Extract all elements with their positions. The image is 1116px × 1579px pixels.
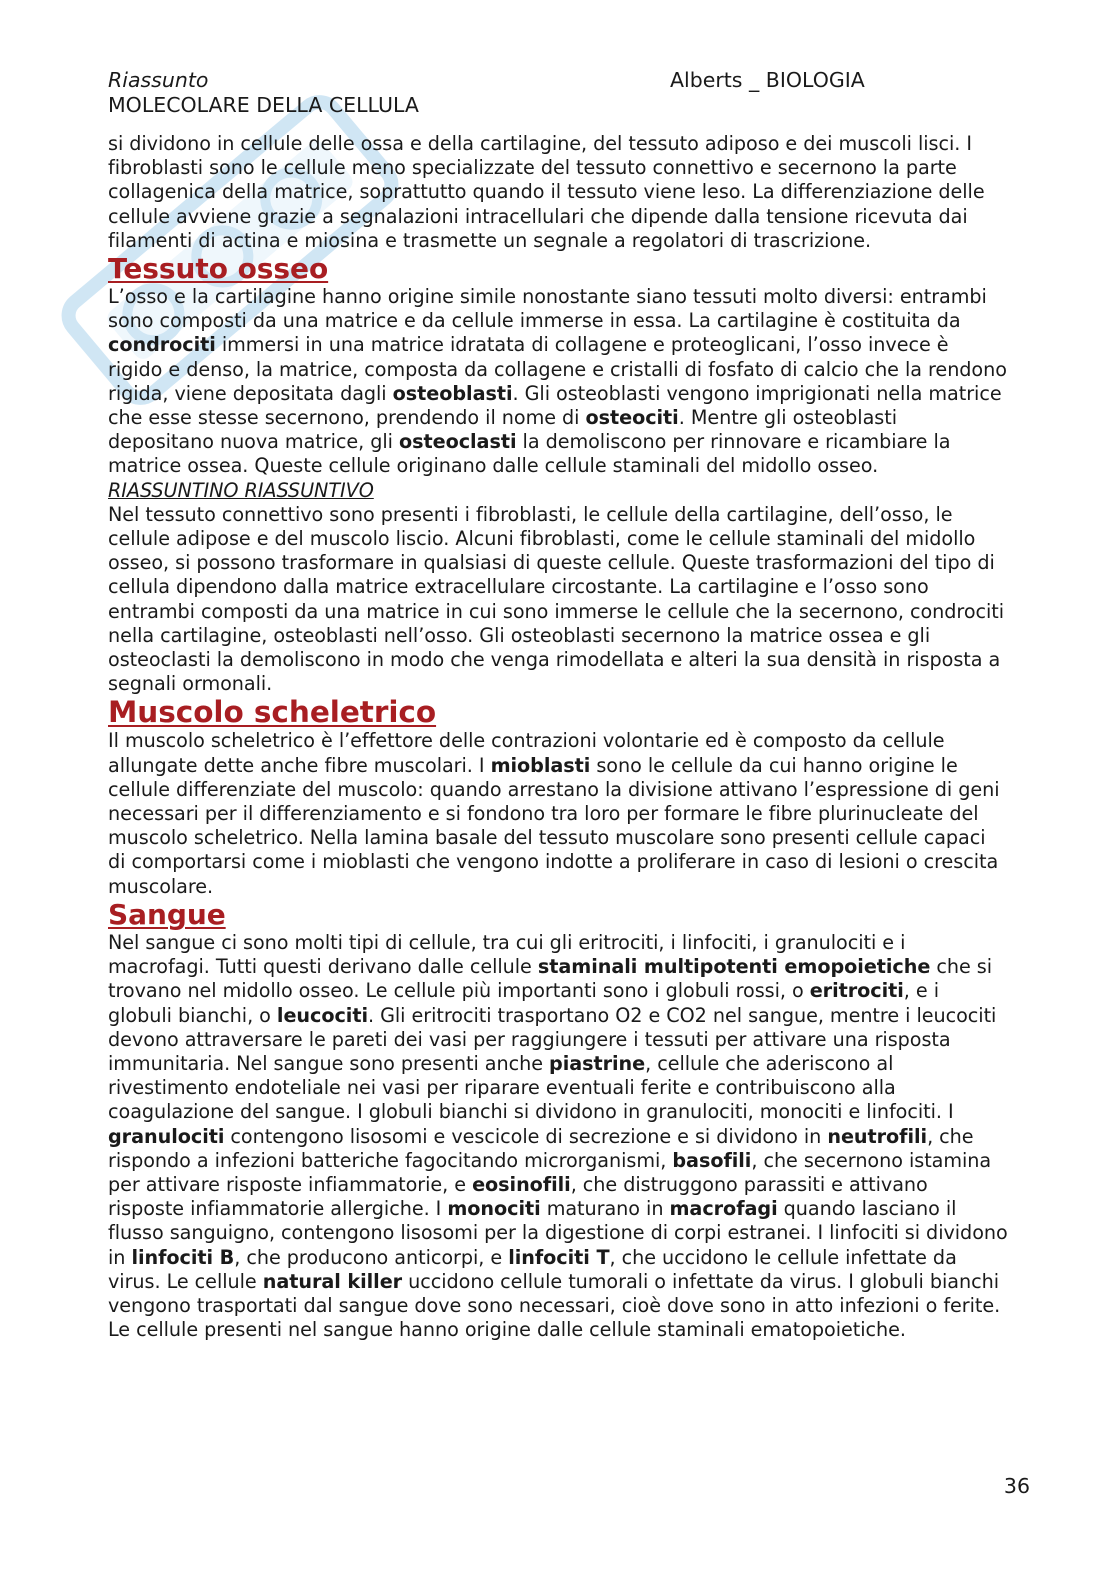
section-title-tessuto-osseo: Tessuto osseo bbox=[108, 252, 329, 286]
header-summary-label: Riassunto bbox=[108, 68, 209, 92]
paragraph-sangue: Nel sangue ci sono molti tipi di cellule, tra cui gli eritrociti, i linfociti, i granulociti e i macrofagi. Tutti questi derivano dalle cellule staminali multipotenti emopoietiche che si trovano nel midollo osseo. Le cellule più importanti sono i globuli rossi, o eritrociti, e i globuli bianchi, o leucociti. Gli eritrociti trasportano O2 e CO2 nel sangue, mentre i leucociti devono attraversare le pareti dei vasi per raggiungere i tessuti per attivare una risposta immunitaria. Nel sangue sono presenti anche piastrine, cellule che aderiscono al rivestimento endoteliale nei vasi per riparare eventuali ferite e contribuiscono alla coagulazione del sangue. I globuli bianchi si dividono in granulociti, monociti e linfociti. I granulociti contengono lisosomi e vescicole di secrezione e si dividono in neutrofili, che rispondo a infezioni batteriche fagocitando microrganismi, basofili, che secernono istamina per attivare risposte infiammatorie, e eosinofili, che distruggono parassiti e attivano risposte infiammatorie allergiche. I monociti maturano in macrofagi quando lasciano il flusso sanguigno, contengono lisosomi per la digestione di corpi estranei. I linfociti si dividono in linfociti B, che producono anticorpi, e linfociti T, che uccidono le cellule infettate da virus. Le cellule natural killer uccidono cellule tumorali o infettate da virus. I globuli bianchi vengono trasportati dal sangue dove sono necessari, cioè dove sono in atto infezioni o ferite. Le cellule presenti nel sangue hanno origine dalle cellule staminali ematopoietiche. bbox=[108, 930, 1008, 1342]
header-left bbox=[108, 68, 528, 118]
header-subtitle: MOLECOLARE DELLA CELLULA bbox=[108, 93, 419, 117]
header-book-title: Alberts _ BIOLOGIA bbox=[670, 68, 865, 92]
section-title-muscolo-scheletrico: Muscolo scheletrico bbox=[108, 695, 437, 730]
subheading-riassuntino: RIASSUNTINO RIASSUNTIVO bbox=[108, 478, 374, 502]
paragraph-muscolo-scheletrico: Il muscolo scheletrico è l’effettore delle contrazioni volontarie ed è composto da cellule allungate dette anche fibre muscolari. I mioblasti sono le cellule da cui hanno origine le cellule differenziate del muscolo: quando arrestano la divisione attivano l’espressione di geni necessari per il differenziamento e si fondono tra loro per formare le fibre plurinucleate del muscolo scheletrico. Nella lamina basale del tessuto muscolare sono presenti cellule capaci di comportarsi come i mioblasti che vengono indotte a proliferare in caso di lesioni o crescita muscolare. bbox=[108, 729, 1000, 898]
intro-paragraph: si dividono in cellule delle ossa e della cartilagine, del tessuto adiposo e dei muscoli lisci. I fibroblasti sono le cellule meno specializzate del tessuto connettivo e secernono la parte collagenica della matrice, soprattutto quando il tessuto viene leso. La differenziazione delle cellule avviene grazie a segnalazioni intracellulari che dipende dalla tensione ricevuta dai filamenti di actina e miosina e trasmette un segnale a regolatori di trascrizione. bbox=[108, 132, 985, 252]
page-number: 36 bbox=[1003, 1474, 1030, 1498]
paragraph-riassuntino: Nel tessuto connettivo sono presenti i fibroblasti, le cellule della cartilagine, dell’osso, le cellule adipose e del muscolo liscio. Alcuni fibroblasti, come le cellule staminali del midollo osseo, si possono trasformare in qualsiasi di queste cellule. Queste trasformazioni del tipo di cellula dipendono dalla matrice extracellulare circostante. La cartilagine e l’osso sono entrambi composti da una matrice in cui sono immerse le cellule che la secernono, condrociti nella cartilagine, osteoblasti nell’osso. Gli osteoblasti secernono la matrice ossea e gli osteoclasti la demoliscono in modo che venga rimodellata e alteri la sua densità in risposta a segnali ormonali. bbox=[108, 502, 1005, 696]
section-title-sangue: Sangue bbox=[108, 897, 226, 931]
paragraph-tessuto-osseo: L’osso e la cartilagine hanno origine simile nonostante siano tessuti molto diversi: entrambi sono composti da una matrice e da cellule immerse in essa. La cartilagine è costituita da condrociti immersi in una matrice idratata di collagene e proteoglicani, l’osso invece è rigido e denso, la matrice, composta da collagene e cristalli di fosfato di calcio che la rendono rigida, viene depositata dagli osteoblasti. Gli osteoblasti vengono imprigionati nella matrice che esse stesse secernono, prendendo il nome di osteociti. Mentre gli osteoblasti depositano nuova matrice, gli osteoclasti la demoliscono per rinnovare e ricambiare la matrice ossea. Queste cellule originano dalle cellule staminali del midollo osseo. bbox=[108, 285, 1007, 478]
document-body bbox=[108, 132, 1008, 1342]
